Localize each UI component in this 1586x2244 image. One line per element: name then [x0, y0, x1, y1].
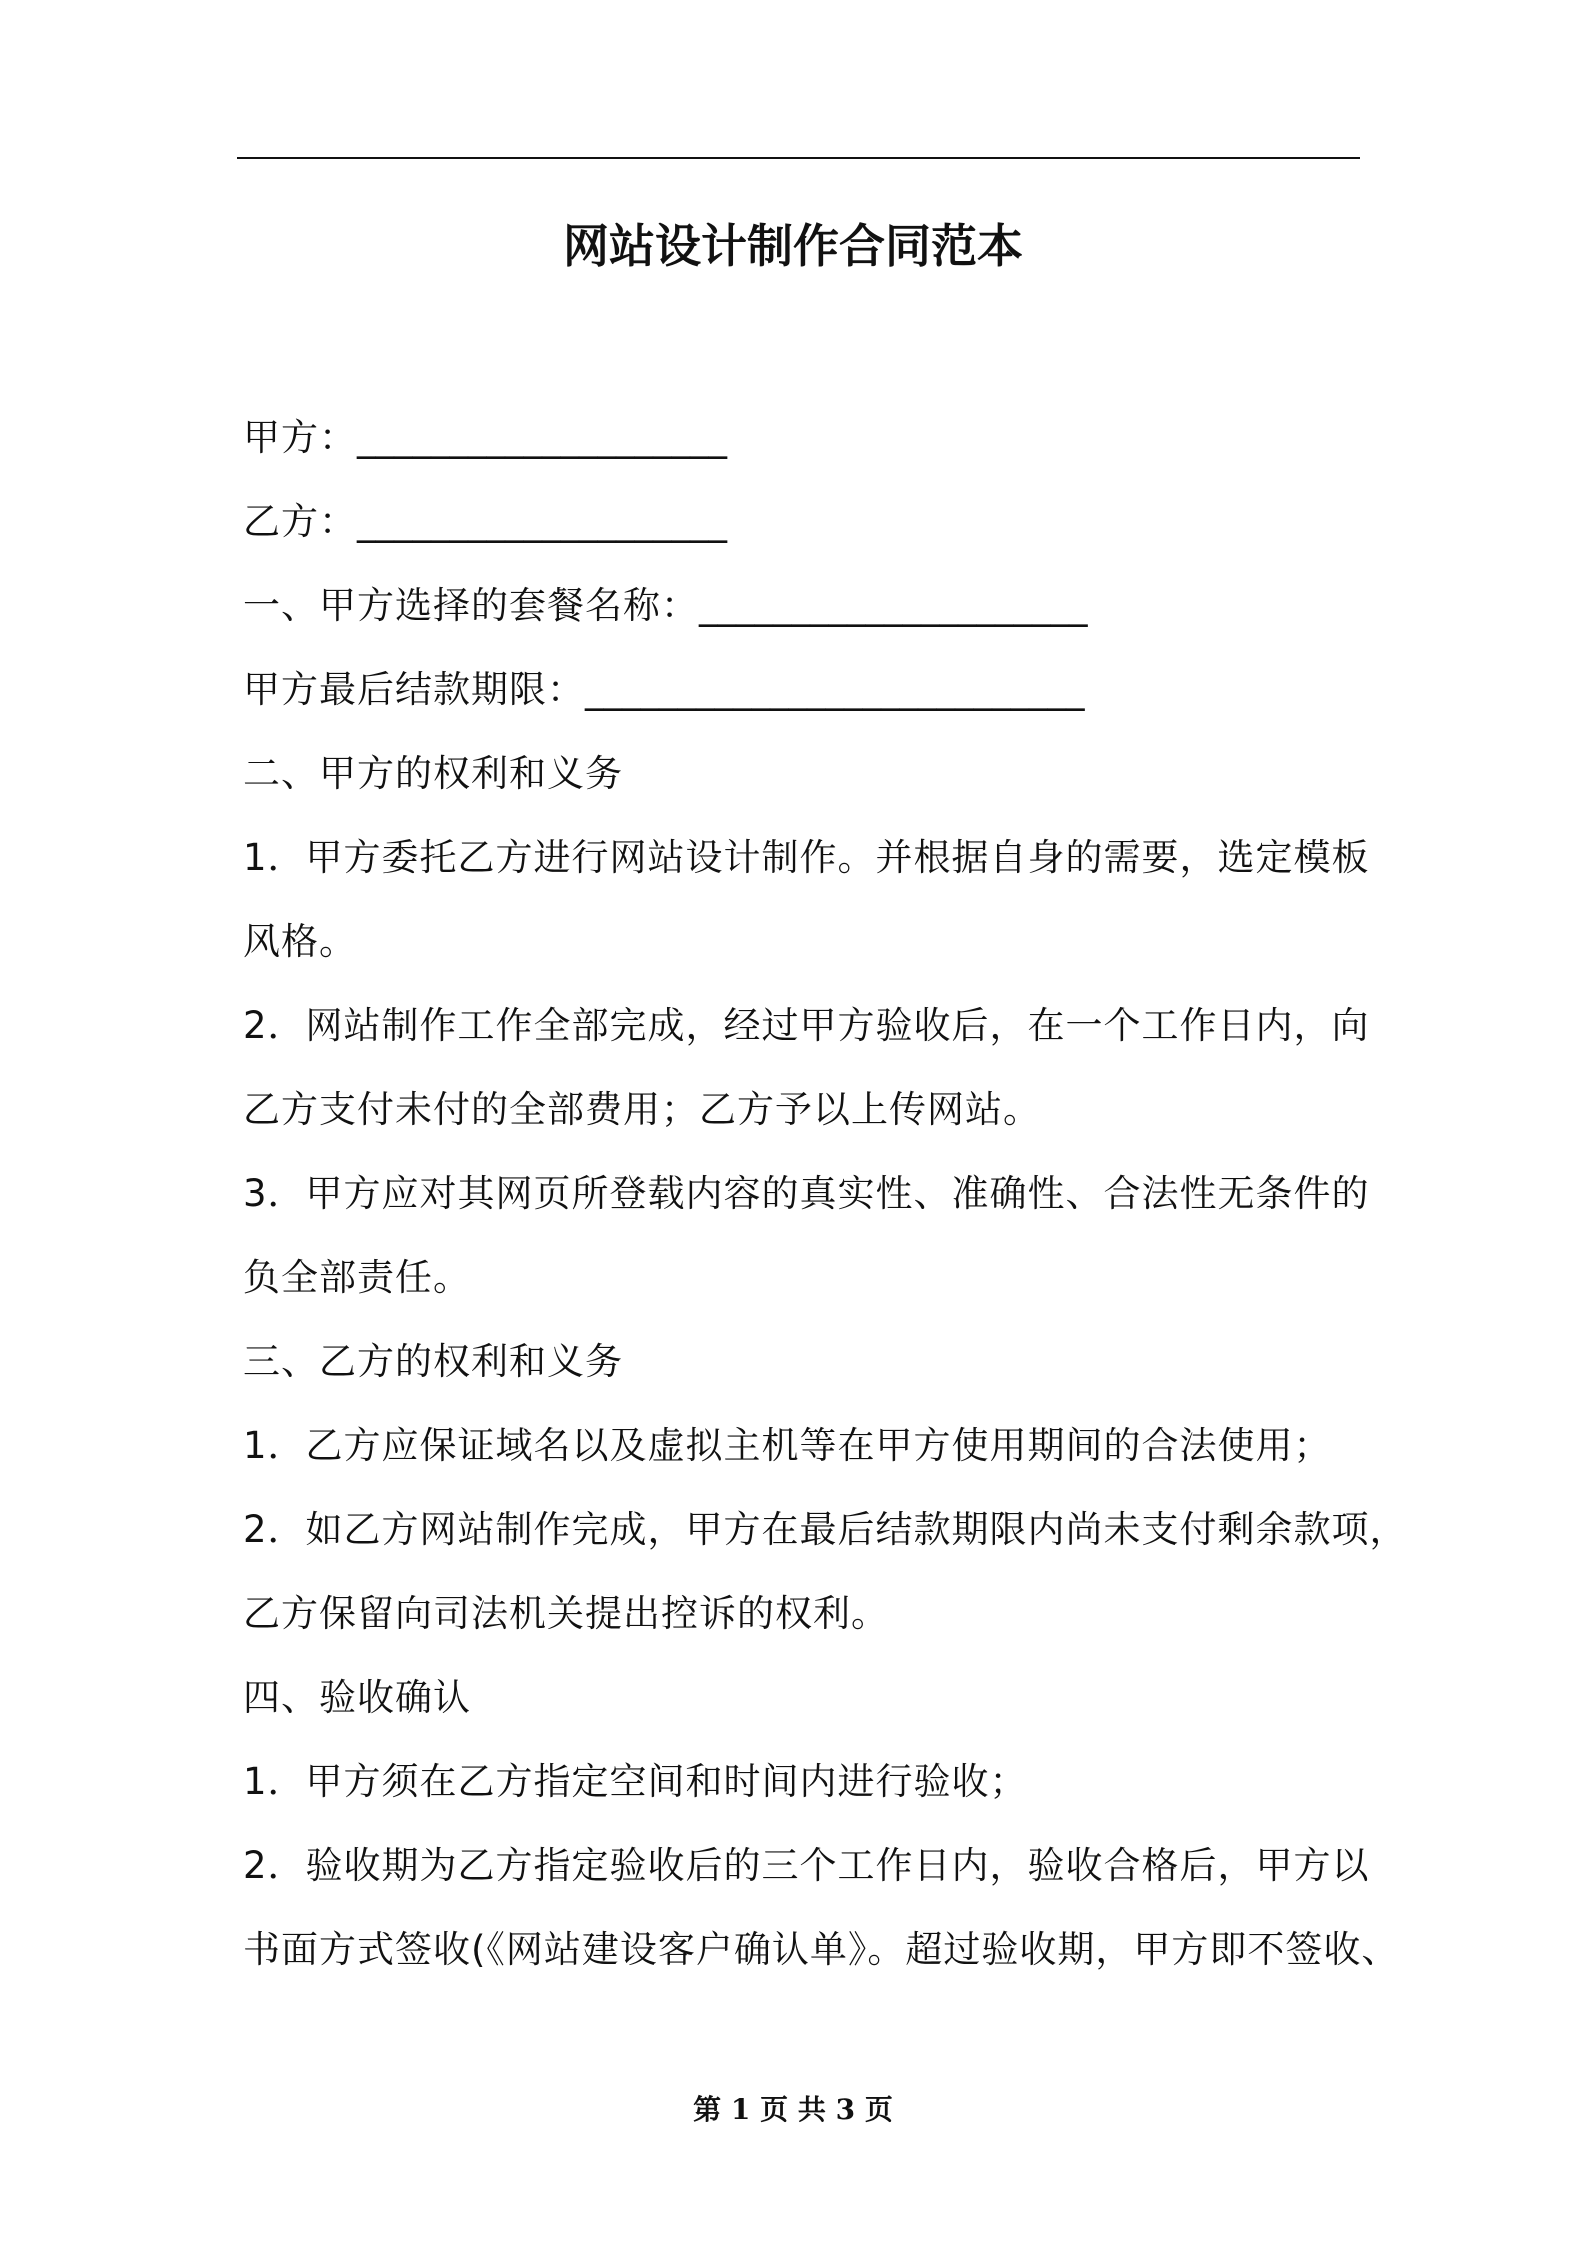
- party-a-blank: ____________________: [357, 416, 727, 459]
- deadline-label: 甲方最后结款期限：: [243, 668, 585, 711]
- paragraph-line: 乙方支付未付的全部费用；乙方予以上传网站。: [243, 1088, 1041, 1131]
- paragraph-line: 风格。: [243, 920, 357, 963]
- package-blank: _____________________: [699, 584, 1088, 627]
- page-number-footer: 第 1 页 共 3 页: [693, 2093, 893, 2126]
- deadline-field: [243, 648, 1366, 732]
- section-heading-3: 三、乙方的权利和义务: [243, 1340, 623, 1383]
- party-b-field: [243, 480, 1366, 564]
- section-heading-2: 二、甲方的权利和义务: [243, 752, 623, 795]
- section-heading-4: 四、验收确认: [243, 1676, 471, 1719]
- paragraph-line: 乙方保留向司法机关提出控诉的权利。: [243, 1592, 889, 1635]
- contract-body: [243, 396, 1408, 1992]
- paragraph-line: 1．甲方须在乙方指定空间和时间内进行验收；: [243, 1760, 1028, 1803]
- paragraph-line: 2．验收期为乙方指定验收后的三个工作日内，验收合格后，甲方以: [243, 1844, 1370, 1887]
- header-rule: [237, 157, 1360, 159]
- party-b-blank: ____________________: [357, 500, 727, 543]
- paragraph-line: 2．网站制作工作全部完成，经过甲方验收后，在一个工作日内，向: [243, 1004, 1370, 1047]
- party-a-label: 甲方：: [243, 416, 357, 459]
- package-field: [243, 564, 1366, 648]
- paragraph-line: 3．甲方应对其网页所登载内容的真实性、准确性、合法性无条件的: [243, 1172, 1370, 1215]
- deadline-blank: ___________________________: [585, 668, 1085, 711]
- paragraph-line: 1．乙方应保证域名以及虚拟主机等在甲方使用期间的合法使用；: [243, 1424, 1332, 1467]
- paragraph-line: 负全部责任。: [243, 1256, 471, 1299]
- document-title: 网站设计制作合同范本: [563, 219, 1023, 273]
- party-b-label: 乙方：: [243, 500, 357, 543]
- party-a-field: [243, 396, 1366, 480]
- paragraph-line: 1．甲方委托乙方进行网站设计制作。并根据自身的需要，选定模板: [243, 836, 1370, 879]
- package-label: 一、甲方选择的套餐名称：: [243, 584, 699, 627]
- paragraph-line: 2．如乙方网站制作完成，甲方在最后结款期限内尚未支付剩余款项，: [243, 1508, 1408, 1551]
- paragraph-line: 书面方式签收(《网站建设客户确认单》。超过验收期，甲方即不签收、: [243, 1928, 1400, 1971]
